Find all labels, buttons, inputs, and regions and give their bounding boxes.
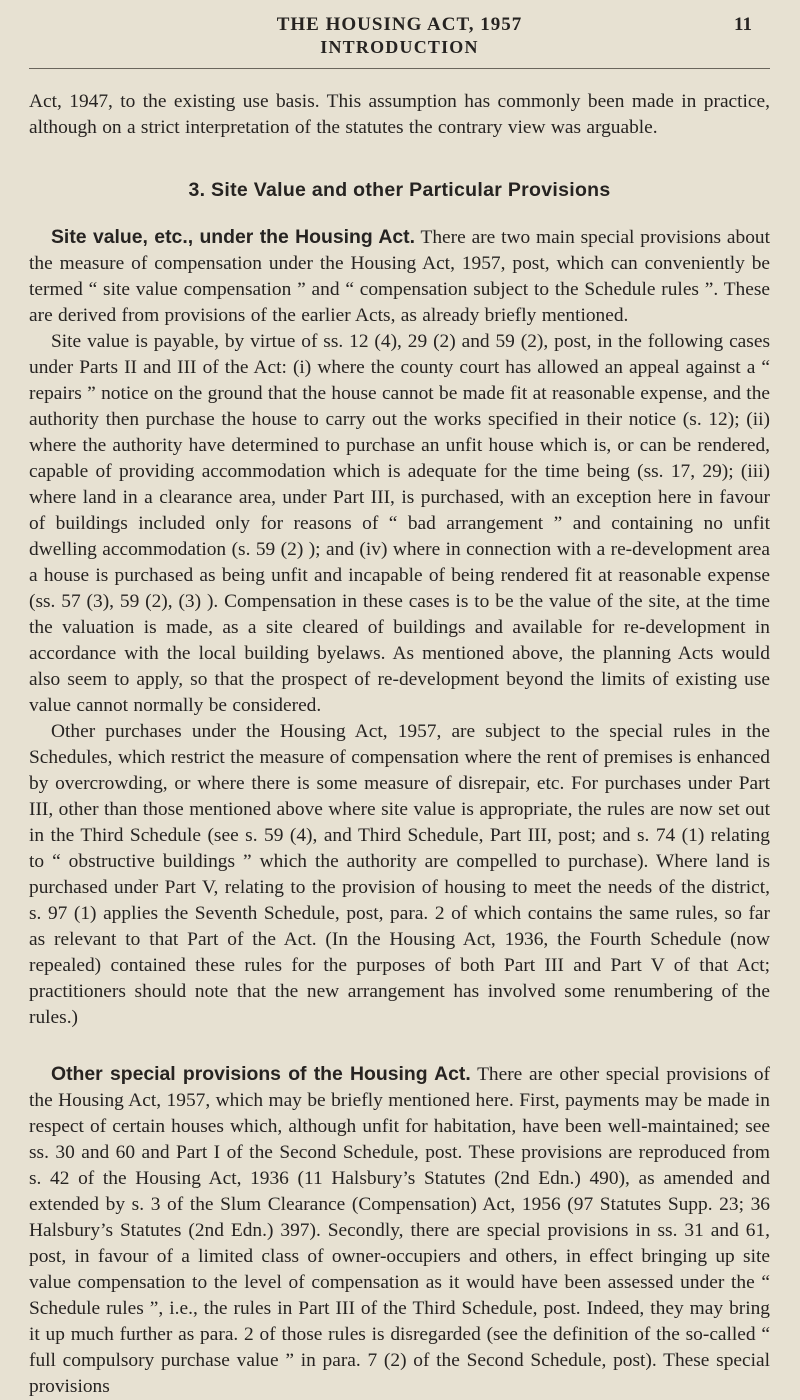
- header-rule: [29, 68, 770, 69]
- continued-paragraph: Act, 1947, to the existing use basis. This assumption has commonly been made in practice, although on a strict interpretation of the statutes the contrary view was arguable.: [29, 91, 770, 138]
- running-head-title: THE HOUSING ACT, 1957: [276, 14, 523, 35]
- page-number: 11: [734, 14, 752, 35]
- site-value-paragraph-2: Site value is payable, by virtue of ss. 12 (4), 29 (2) and 59 (2), post, in the following cases under Parts II and III of the Act: (i) where the county court has allowed an appeal against a “ repairs ” notice on the ground that the house cannot be made fit at reasonable expense, and the authority then purchase the house to carry out the works specified in their notice (s. 12); (ii) where the authority have determined to purchase an unfit house which is, or can be rendered, capable of providing accommodation which is adequate for the time being (ss. 17, 29); (iii) where land in a clearance area, under Part III, is purchased, with an exception here in favour of buildings included only for reasons of “ bad arrangement ” and containing no unfit dwelling accommodation (s. 59 (2) ); and (iv) where in connection with a re-development area a house is purchased as being unfit and incapable of being rendered fit at reasonable expense (ss. 57 (3), 59 (2), (3) ). Compensation in these cases is to be the value of the site, at the time the valuation is made, as a site cleared of buildings and available for re-development in accordance with the local building byelaws. As mentioned above, the planning Acts would also seem to apply, so that the prospect of re-development beyond the limits of existing use value cannot normally be considered.: [29, 331, 770, 716]
- section-heading: 3. Site Value and other Particular Provisions: [188, 179, 611, 201]
- other-special-paragraph-text: There are other special provisions of the Housing Act, 1957, which may be briefly mentioned here. First, payments may be made in respect of certain houses which, although unfit for habitation, have been well-maintained; see ss. 30 and 60 and Part I of the Second Schedule, post. These provisions are reproduced from s. 42 of the Housing Act, 1936 (11 Halsbury’s Statutes (2nd Edn.) 490), as amended and extended by s. 3 of the Slum Clearance (Compensation) Act, 1956 (97 Statutes Supp. 23; 36 Halsbury’s Statutes (2nd Edn.) 397). Secondly, there are special provisions in ss. 31 and 61, post, in favour of a limited class of owner-occupiers and others, in effect bringing up site value compensation to the level of compensation as it would have been assessed under the “ Schedule rules ”, i.e., the rules in Part III of the Third Schedule, post. Indeed, they may bring it up much further as para. 2 of those rules is disregarded (see the definition of the so-called “ full compulsory purchase value ” in para. 7 (2) of the Second Schedule, post). These special provisions: [29, 1064, 771, 1397]
- other-special-paragraph: [29, 1061, 770, 1400]
- site-value-paragraph-1-text: There are two main special provisions about the measure of compensation under the Housing Act, 1957, post, which can conveniently be termed “ site value compensation ” and “ compensation subject to the Schedule rules ”. These are derived from provisions of the earlier Acts, as already briefly mentioned.: [29, 227, 770, 326]
- running-head-subtitle: INTRODUCTION: [320, 37, 479, 57]
- site-value-runin-heading: Site value, etc., under the Housing Act.: [51, 226, 416, 248]
- other-special-runin-heading: Other special provisions of the Housing Act.: [51, 1063, 471, 1085]
- paragraph-gap: [29, 1031, 770, 1061]
- running-head: [29, 14, 770, 58]
- site-value-paragraph-3: Other purchases under the Housing Act, 1957, are subject to the special rules in the Schedules, which restrict the measure of compensation where the rent of premises is enhanced by overcrowding, or where there is some measure of disrepair, etc. For purchases under Part III, other than those mentioned above where site value is appropriate, the rules are now set out in the Third Schedule (see s. 59 (4), and Third Schedule, Part III, post; and s. 74 (1) relating to “ obstructive buildings ” which the authority are compelled to purchase). Where land is purchased under Part V, relating to the provision of housing to meet the needs of the district, s. 97 (1) applies the Seventh Schedule, post, para. 2 of which contains the same rules, so far as relevant to that Part of the Act. (In the Housing Act, 1936, the Fourth Schedule (now repealed) contained these rules for the purposes of both Part III and Part V of that Act; practitioners should note that the new arrangement has involved some renumbering of the rules.): [29, 721, 770, 1028]
- site-value-paragraph-1: [29, 224, 770, 329]
